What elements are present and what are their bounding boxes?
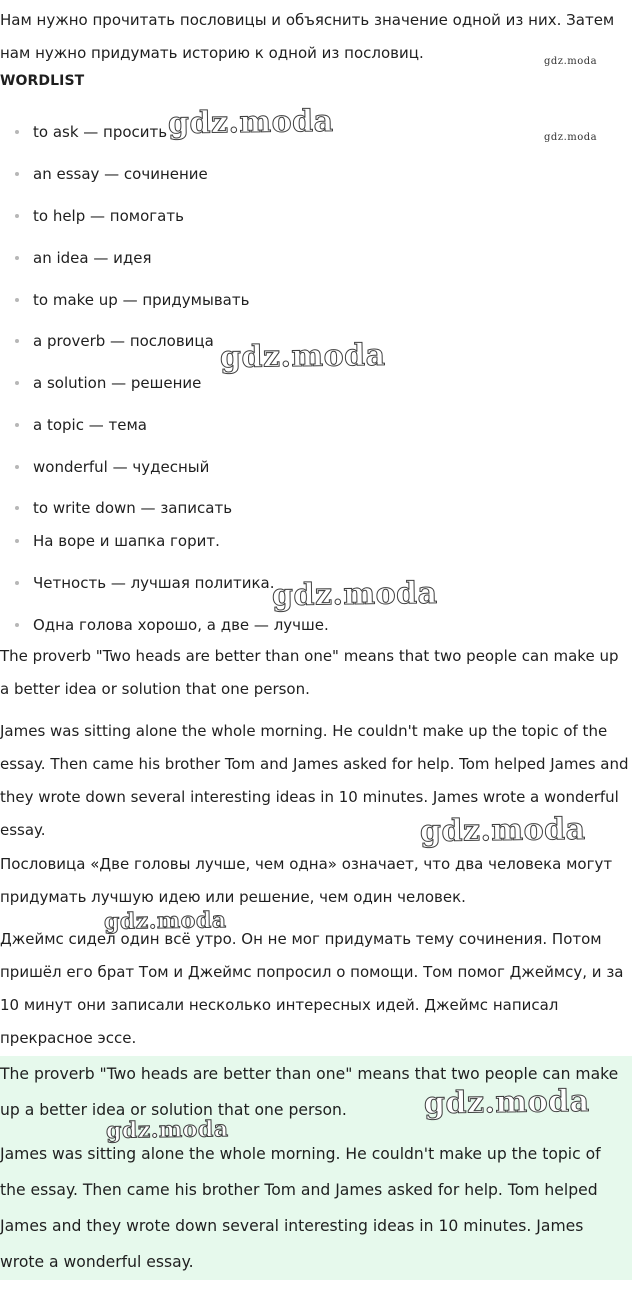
bullet-icon bbox=[15, 465, 19, 469]
proverb-meaning-en: The proverb "Two heads are better than one" means that two people can make up a better idea or solution that one person. bbox=[0, 647, 619, 698]
story-ru: Джеймс сидел один всё утро. Он не мог придумать тему сочинения. Потом пришёл его брат Том и Джеймс попросил о помощи. Том помог Джеймсу, и за 10 минут они записали несколько интересных идей. Джеймс написал прекрасное эссе. bbox=[0, 930, 624, 1047]
answer-meaning: The proverb "Two heads are better than one" means that two people can make up a better idea or solution that one person. bbox=[0, 1065, 619, 1119]
answer-story: James was sitting alone the whole morning. He couldn't make up the topic of the essay. Then came his brother Tom and James asked for help. Tom helped James and they wrote down several interesting ideas in 10 minutes. James wrote a wonderful essay. bbox=[0, 1145, 601, 1271]
bullet-icon bbox=[15, 298, 19, 302]
intro-text: Нам нужно прочитать пословицы и объяснить значение одной из них. Затем нам нужно придумать историю к одной из пословиц. bbox=[0, 11, 615, 62]
list-item-text: an essay — сочинение bbox=[33, 165, 208, 183]
watermark: gdz.moda bbox=[419, 811, 586, 850]
bullet-icon bbox=[15, 172, 19, 176]
watermark: gdz.moda bbox=[103, 907, 227, 935]
watermark: gdz.moda bbox=[271, 575, 438, 614]
list-item-text: Одна голова хорошо, а две — лучше. bbox=[33, 616, 329, 634]
list-item-text: to ask — просить bbox=[33, 123, 168, 141]
list-item-text: a proverb — пословица bbox=[33, 332, 214, 350]
bullet-icon bbox=[15, 256, 19, 260]
list-item-text: a topic — тема bbox=[33, 416, 147, 434]
bullet-icon bbox=[15, 214, 19, 218]
list-item-text: to make up — придумывать bbox=[33, 291, 250, 309]
bullet-icon bbox=[15, 423, 19, 427]
answer-box bbox=[0, 1056, 632, 1280]
watermark: gdz.moda bbox=[219, 337, 386, 376]
list-item-text: a solution — решение bbox=[33, 374, 202, 392]
watermark: gdz.moda bbox=[167, 103, 334, 142]
story-en: James was sitting alone the whole morning. He couldn't make up the topic of the essay. Then came his brother Tom and James asked for help. Tom helped James and they wrote down several interesting ideas in 10 minutes. James wrote a wonderful essay. bbox=[0, 722, 629, 839]
bullet-icon bbox=[15, 623, 19, 627]
list-item-text: to write down — записать bbox=[33, 499, 233, 517]
list-item-text: Четность — лучшая политика. bbox=[33, 574, 275, 592]
watermark-small: gdz.moda bbox=[544, 56, 598, 67]
list-item-text: to help — помогать bbox=[33, 207, 184, 225]
watermark: gdz.moda bbox=[105, 1116, 229, 1144]
bullet-icon bbox=[15, 581, 19, 585]
list-item-text: an idea — идея bbox=[33, 249, 152, 267]
bullet-icon bbox=[15, 130, 19, 134]
watermark: gdz.moda bbox=[423, 1083, 590, 1122]
proverb-meaning-ru: Пословица «Две головы лучше, чем одна» означает, что два человека могут придумать лучшую идею или решение, чем один человек. bbox=[0, 855, 613, 906]
bullet-icon bbox=[15, 539, 19, 543]
bullet-icon bbox=[15, 339, 19, 343]
bullet-icon bbox=[15, 381, 19, 385]
list-item-text: wonderful — чудесный bbox=[33, 458, 210, 476]
wordlist-heading: WORDLIST bbox=[0, 73, 85, 89]
list-item-text: На воре и шапка горит. bbox=[33, 532, 220, 550]
watermark-small: gdz.moda bbox=[544, 132, 598, 143]
bullet-icon bbox=[15, 506, 19, 510]
